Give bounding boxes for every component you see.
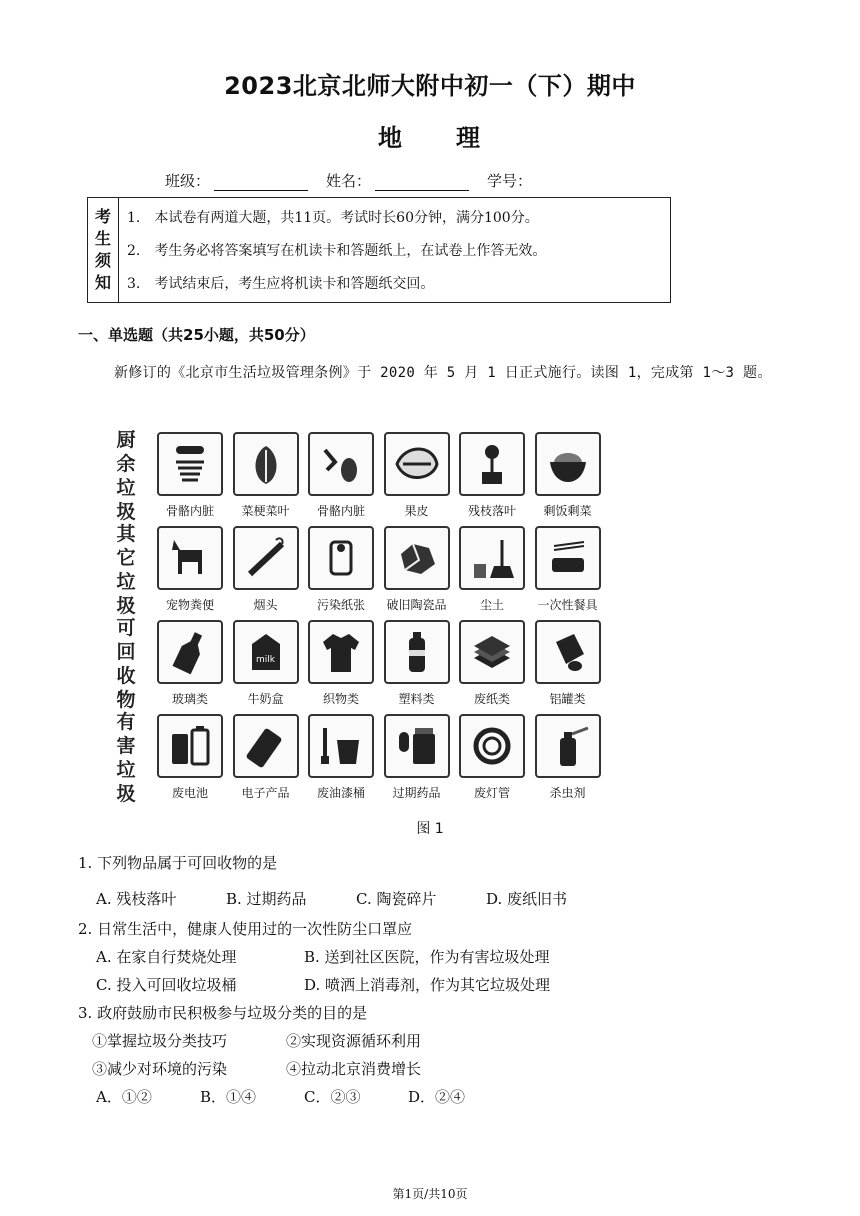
apple-core-icon xyxy=(308,432,374,496)
plastic-bottle-icon xyxy=(384,620,450,684)
name-blank[interactable] xyxy=(375,174,469,191)
garbage-item xyxy=(379,526,455,613)
category-label: 有 害 垃 圾 xyxy=(116,711,136,805)
garbage-item xyxy=(379,620,455,707)
garbage-item xyxy=(454,714,530,801)
page-footer: 第1页/共10页 xyxy=(392,1187,468,1201)
garbage-item-label: 骨骼内脏 xyxy=(316,504,365,518)
section-title: 一、单选题（共25小题，共50分） xyxy=(78,326,315,344)
exam-title: 2023北京北师大附中初一（下）期中 xyxy=(224,72,636,100)
garbage-item xyxy=(303,526,379,613)
id-label: 学号： xyxy=(487,172,533,190)
garbage-item-label: 一次性餐具 xyxy=(537,598,598,612)
peel-icon xyxy=(384,432,450,496)
garbage-item xyxy=(379,714,455,801)
figure-caption: 图 1 xyxy=(416,821,444,837)
garbage-item xyxy=(152,432,228,519)
candidate-notice-box xyxy=(87,197,671,303)
cigarette-icon xyxy=(233,526,299,590)
garbage-item-label: 烟头 xyxy=(253,598,278,612)
battery-icon xyxy=(157,714,223,778)
question-intro: 新修订的《北京市生活垃圾管理条例》于 2020 年 5 月 1 日正式施行。读图 1，完成第 1～3 题。 xyxy=(114,365,772,381)
question-2-stem: 2. 日常生活中，健康人使用过的一次性防尘口罩应 xyxy=(78,920,413,938)
notice-side-label xyxy=(88,198,119,302)
garbage-item xyxy=(228,714,304,801)
garbage-item-label: 牛奶盒 xyxy=(247,692,284,706)
notice-side-char: 知 xyxy=(94,273,111,292)
garbage-item xyxy=(530,526,606,613)
garbage-item-label: 过期药品 xyxy=(392,786,441,800)
coat-icon xyxy=(308,620,374,684)
garbage-item xyxy=(303,432,379,519)
notice-side-char: 生 xyxy=(94,229,111,248)
category-label: 可 回 收 物 xyxy=(116,617,136,711)
q3-statement: ①掌握垃圾分类技巧 xyxy=(92,1032,228,1050)
q3-option-c[interactable]: C．②③ xyxy=(304,1088,361,1106)
subject-title: 地 理 xyxy=(378,124,482,152)
garbage-item xyxy=(228,620,304,707)
medicine-icon xyxy=(384,714,450,778)
name-label: 姓名： xyxy=(326,172,372,190)
question-1-stem: 1. 下列物品属于可回收物的是 xyxy=(78,854,278,872)
q2-option-a[interactable]: A. 在家自行焚烧处理 xyxy=(96,948,237,966)
notice-item: 1. 本试卷有两道大题，共11页。考试时长60分钟，满分100分。 xyxy=(127,210,539,226)
garbage-item-label: 骨骼内脏 xyxy=(165,504,214,518)
garbage-item-label: 残枝落叶 xyxy=(467,504,516,518)
phone-icon xyxy=(233,714,299,778)
q1-option-d[interactable]: D. 废纸旧书 xyxy=(486,890,568,908)
tissue-roll-icon xyxy=(308,526,374,590)
garbage-item xyxy=(303,714,379,801)
garbage-item xyxy=(379,432,455,519)
garbage-item-label: 剩饭剩菜 xyxy=(543,504,592,518)
q1-option-c[interactable]: C. 陶瓷碎片 xyxy=(356,890,437,908)
notice-side-char: 须 xyxy=(94,251,111,270)
garbage-item-label: 破旧陶瓷品 xyxy=(386,598,447,612)
garbage-item-label: 废油漆桶 xyxy=(316,786,365,800)
garbage-item xyxy=(152,620,228,707)
garbage-item xyxy=(454,432,530,519)
garbage-item xyxy=(530,432,606,519)
garbage-item-label: 宠物粪便 xyxy=(165,598,214,612)
garbage-item-label: 尘土 xyxy=(479,598,504,612)
student-info-row xyxy=(165,170,550,191)
notice-item: 2. 考生务必将答案填写在机读卡和答题纸上，在试卷上作答无效。 xyxy=(127,243,547,259)
spray-can-icon xyxy=(535,714,601,778)
notice-items xyxy=(119,198,546,302)
garbage-item-label: 菜梗菜叶 xyxy=(241,504,290,518)
broken-ceramic-icon xyxy=(384,526,450,590)
q3-statement: ④拉动北京消费增长 xyxy=(286,1060,422,1078)
can-icon xyxy=(535,620,601,684)
lunchbox-icon xyxy=(535,526,601,590)
category-label: 厨 余 垃 圾 xyxy=(116,429,136,523)
garbage-item xyxy=(454,526,530,613)
milk-carton-icon xyxy=(233,620,299,684)
garbage-item-label: 废纸类 xyxy=(473,692,510,706)
garbage-item xyxy=(228,432,304,519)
garbage-item xyxy=(152,714,228,801)
garbage-classification-figure xyxy=(112,426,612,804)
q1-option-b[interactable]: B. 过期药品 xyxy=(226,890,307,908)
q2-option-b[interactable]: B. 送到社区医院，作为有害垃圾处理 xyxy=(304,948,550,966)
broom-icon xyxy=(459,526,525,590)
q3-option-b[interactable]: B．①④ xyxy=(200,1088,257,1106)
svg-text:milk: milk xyxy=(255,655,275,665)
lamp-tube-icon xyxy=(459,714,525,778)
garbage-item xyxy=(303,620,379,707)
garbage-item-label: 塑料类 xyxy=(398,692,435,706)
class-blank[interactable] xyxy=(214,174,308,191)
category-label: 其 它 垃 圾 xyxy=(116,523,136,617)
q1-option-a[interactable]: A. 残枝落叶 xyxy=(96,890,177,908)
q3-option-a[interactable]: A．①② xyxy=(96,1088,152,1106)
garbage-item xyxy=(454,620,530,707)
garbage-item xyxy=(530,620,606,707)
potted-plant-icon xyxy=(459,432,525,496)
q3-option-d[interactable]: D．②④ xyxy=(408,1088,466,1106)
question-3-stem: 3. 政府鼓励市民积极参与垃圾分类的目的是 xyxy=(78,1004,368,1022)
q2-option-c[interactable]: C. 投入可回收垃圾桶 xyxy=(96,976,237,994)
garbage-item-label: 织物类 xyxy=(322,692,359,706)
garbage-item-label: 果皮 xyxy=(404,504,429,518)
paint-bucket-icon xyxy=(308,714,374,778)
rice-bowl-icon xyxy=(535,432,601,496)
garbage-item-label: 电子产品 xyxy=(241,786,290,800)
glass-bottle-icon xyxy=(157,620,223,684)
bone-icon xyxy=(157,432,223,496)
paper-stack-icon xyxy=(459,620,525,684)
dog-icon xyxy=(157,526,223,590)
garbage-item-label: 废电池 xyxy=(171,786,208,800)
q3-statement: ②实现资源循环利用 xyxy=(286,1032,422,1050)
garbage-item-label: 铝罐类 xyxy=(549,692,586,706)
garbage-item-label: 废灯管 xyxy=(473,786,510,800)
garbage-item xyxy=(152,526,228,613)
garbage-item-label: 污染纸张 xyxy=(316,598,365,612)
garbage-item-label: 杀虫剂 xyxy=(549,786,586,800)
cabbage-icon xyxy=(233,432,299,496)
garbage-item xyxy=(530,714,606,801)
garbage-item xyxy=(228,526,304,613)
class-label: 班级： xyxy=(165,172,211,190)
notice-item: 3. 考试结束后，考生应将机读卡和答题纸交回。 xyxy=(127,276,435,292)
q2-option-d[interactable]: D. 喷洒上消毒剂，作为其它垃圾处理 xyxy=(304,976,551,994)
garbage-item-label: 玻璃类 xyxy=(171,692,208,706)
q3-statement: ③减少对环境的污染 xyxy=(92,1060,228,1078)
notice-side-char: 考 xyxy=(94,207,111,226)
